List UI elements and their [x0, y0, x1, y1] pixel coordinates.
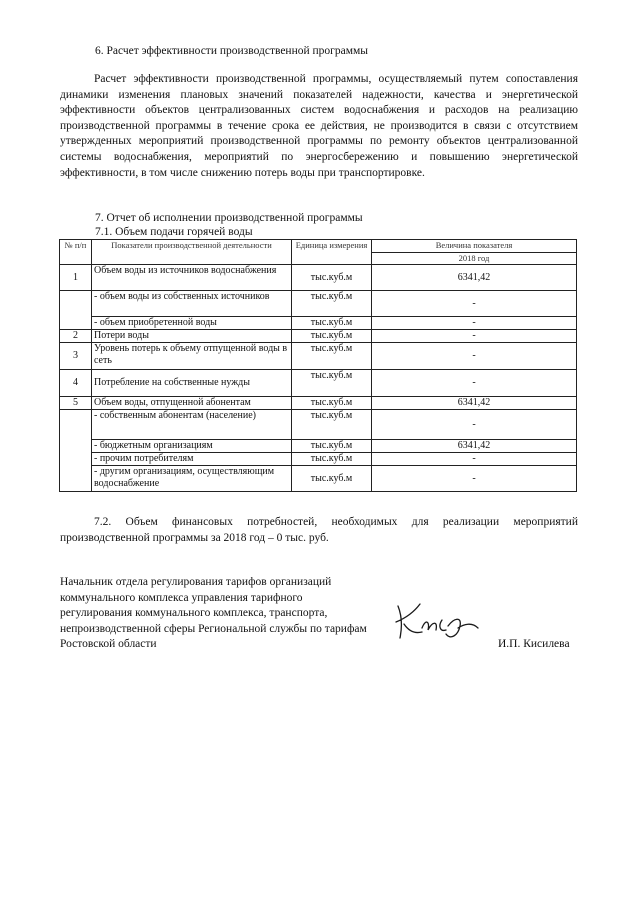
row-name: - собственным абонентам (население): [92, 410, 292, 440]
header-unit: Единица измерения: [292, 240, 372, 265]
row-name: Объем воды из источников водоснабжения: [92, 265, 292, 291]
row-num: 1: [60, 265, 92, 291]
table-row: [60, 410, 577, 440]
row-unit: тыс.куб.м: [292, 466, 372, 492]
row-num: 5: [60, 397, 92, 410]
row-value: 6341,42: [372, 397, 577, 410]
row-unit: тыс.куб.м: [292, 410, 372, 440]
row-name: Объем воды, отпущенной абонентам: [92, 397, 292, 410]
row-unit: тыс.куб.м: [292, 265, 372, 291]
section-7-heading: 7. Отчет об исполнении производственной программы: [95, 212, 363, 224]
row-value: -: [372, 466, 577, 492]
row-name: Уровень потерь к объему отпущенной воды в сеть: [92, 343, 292, 370]
header-value: Величина показателя: [372, 240, 577, 253]
signatory-position: Начальник отдела регулирования тарифов организаций коммунального комплекса управления тарифного регулирования коммунального комплекса, транспорта, непроизводственной сферы Региональной службы по тарифам Ростовской области: [60, 576, 367, 651]
row-unit: тыс.куб.м: [292, 370, 372, 397]
row-name: - прочим потребителям: [92, 453, 292, 466]
header-year: 2018 год: [372, 252, 577, 265]
row-unit: тыс.куб.м: [292, 291, 372, 317]
table-row: [60, 466, 577, 492]
row-value: -: [372, 343, 577, 370]
table-header-row: [60, 240, 577, 253]
row-value: -: [372, 453, 577, 466]
row-value: -: [372, 410, 577, 440]
row-unit: тыс.куб.м: [292, 440, 372, 453]
row-value: 6341,42: [372, 265, 577, 291]
row-value: 6341,42: [372, 440, 577, 453]
row-name: Потери воды: [92, 330, 292, 343]
section-6-paragraph: Расчет эффективности производственной программы, осуществляемый путем сопоставления динамики изменения плановых значений показателей надежности, качества и энергетической эффективности объектов централизованных систем водоснабжения и расходов на реализацию производственной программы в течение срока ее действия, не производится в связи с отсутствием утвержденных мероприятий производственной программы по ремонту объектов централизованной системы водоснабжения, мероприятий по энергосбережению и повышению энергетической эффективности, в том числе снижению потерь воды при транспортировке.: [60, 73, 578, 179]
row-value: -: [372, 370, 577, 397]
handwritten-signature: [392, 598, 482, 646]
row-num: [60, 410, 92, 492]
row-name: - объем приобретенной воды: [92, 317, 292, 330]
row-value: -: [372, 317, 577, 330]
row-num: 4: [60, 370, 92, 397]
section-7-2-paragraph: 7.2. Объем финансовых потребностей, необходимых для реализации мероприятий производственной программы за 2018 год – 0 тыс. руб.: [60, 516, 578, 544]
row-num: [60, 291, 92, 330]
table-row: [60, 440, 577, 453]
row-name: - объем воды из собственных источников: [92, 291, 292, 317]
row-value: -: [372, 330, 577, 343]
row-name: - бюджетным организациям: [92, 440, 292, 453]
header-num: № п/п: [60, 240, 92, 265]
table-row: [60, 370, 577, 397]
row-name: - другим организациям, осуществляющим водоснабжение: [92, 466, 292, 492]
table-row: [60, 291, 577, 317]
table-row: [60, 330, 577, 343]
row-name: Потребление на собственные нужды: [92, 370, 292, 397]
row-unit: тыс.куб.м: [292, 330, 372, 343]
signatory-name: И.П. Кисилева: [498, 638, 570, 650]
row-unit: тыс.куб.м: [292, 317, 372, 330]
row-num: 3: [60, 343, 92, 370]
table-row: [60, 343, 577, 370]
table-row: [60, 453, 577, 466]
table-row: [60, 317, 577, 330]
row-unit: тыс.куб.м: [292, 343, 372, 370]
section-7-1-heading: 7.1. Объем подачи горячей воды: [95, 226, 253, 238]
table-row: [60, 397, 577, 410]
row-value: -: [372, 291, 577, 317]
table-row: [60, 265, 577, 291]
row-num: 2: [60, 330, 92, 343]
row-unit: тыс.куб.м: [292, 453, 372, 466]
header-name: Показатели производственной деятельности: [92, 240, 292, 265]
water-supply-table: [59, 239, 577, 492]
row-unit: тыс.куб.м: [292, 397, 372, 410]
section-6-heading: 6. Расчет эффективности производственной программы: [95, 45, 369, 57]
